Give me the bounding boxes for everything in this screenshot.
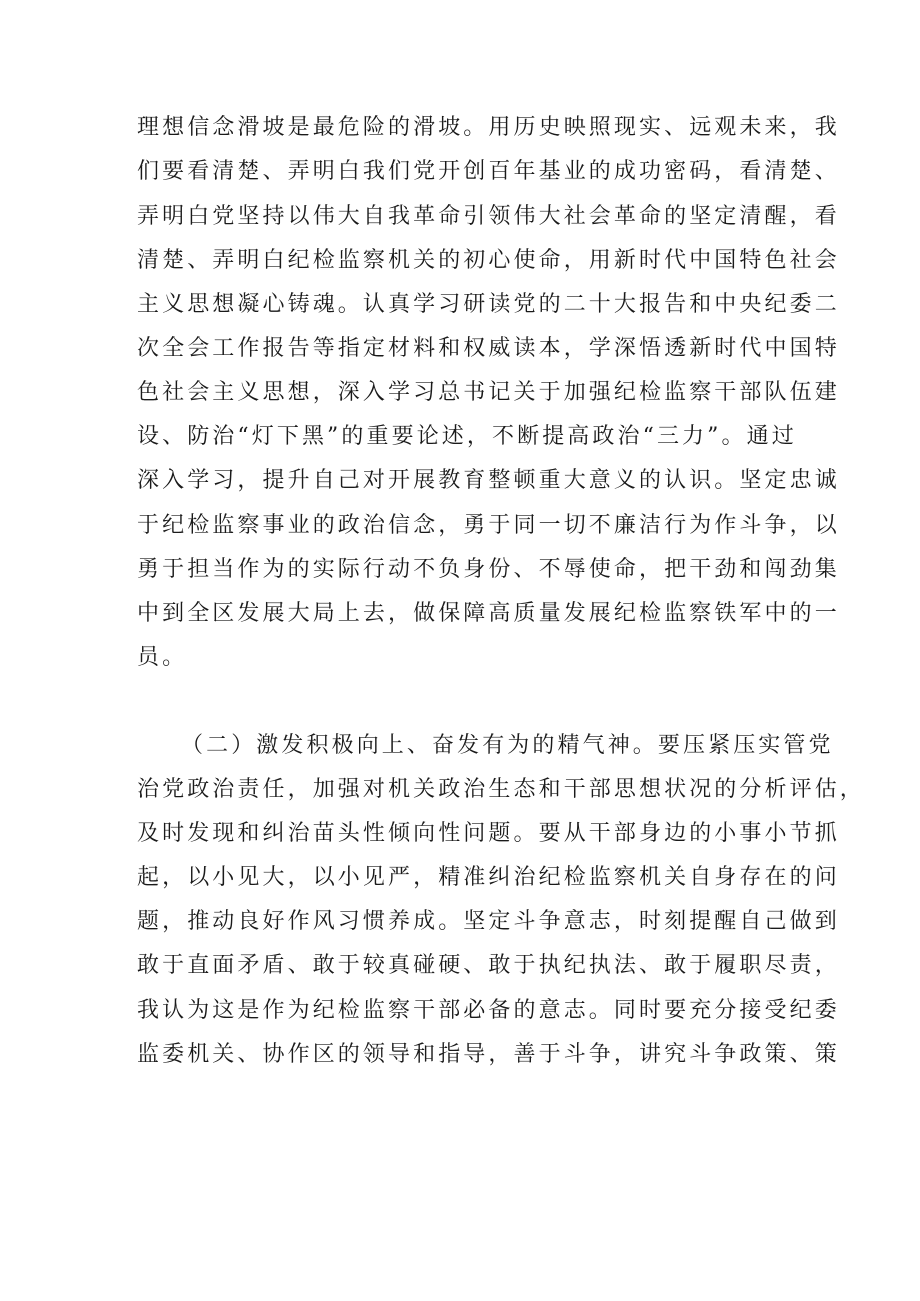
paragraph-line: 监委机关、协作区的领导和指导，善于斗争，讲究斗争政策、策: [137, 1042, 840, 1067]
paragraph-line: 敢于直面矛盾、敢于较真碰硬、敢于执纪执法、敢于履职尽责，: [137, 953, 840, 978]
paragraph-line: 于纪检监察事业的政治信念，勇于同一切不廉洁行为作斗争，以: [137, 513, 840, 538]
paragraph-line: 深入学习，提升自己对开展教育整顿重大意义的认识。坚定忠诚: [137, 468, 840, 493]
paragraph-line: 中到全区发展大局上去，做保障高质量发展纪检监察铁军中的一: [137, 601, 840, 626]
paragraph-line: 员。: [137, 645, 188, 670]
paragraph-line: 勇于担当作为的实际行动不负身份、不辱使命，把干劲和闯劲集: [137, 557, 840, 582]
paragraph-line: 清楚、弄明白纪检监察机关的初心使命，用新时代中国特色社会: [137, 248, 840, 273]
paragraph-line: 我认为这是作为纪检监察干部必备的意志。同时要充分接受纪委: [137, 998, 840, 1023]
paragraph-line: 题，推动良好作风习惯养成。坚定斗争意志，时刻提醒自己做到: [137, 909, 840, 934]
paragraph-line: 设、防治“灯下黑”的重要论述，不断提高政治“三力”。通过: [137, 424, 797, 449]
paragraph-line: 次全会工作报告等指定材料和权威读本，学深悟透新时代中国特: [137, 336, 840, 361]
paragraph-line: 理想信念滑坡是最危险的滑坡。用历史映照现实、远观未来，我: [137, 115, 840, 140]
paragraph-line: 治党政治责任，加强对机关政治生态和干部思想状况的分析评估，: [137, 777, 865, 802]
paragraph-line: 及时发现和纠治苗头性倾向性问题。要从干部身边的小事小节抓: [137, 821, 840, 846]
paragraph-line: 弄明白党坚持以伟大自我革命引领伟大社会革命的坚定清醒，看: [137, 204, 840, 229]
section-heading-line: （二）激发积极向上、奋发有为的精气神。要压紧压实管党: [181, 733, 834, 758]
paragraph-line: 色社会主义思想，深入学习总书记关于加强纪检监察干部队伍建: [137, 380, 840, 405]
paragraph-line: 起，以小见大，以小见严，精准纠治纪检监察机关自身存在的问: [137, 865, 840, 890]
paragraph-line: 主义思想凝心铸魂。认真学习研读党的二十大报告和中央纪委二: [137, 292, 840, 317]
paragraph-line: 们要看清楚、弄明白我们党开创百年基业的成功密码，看清楚、: [137, 159, 840, 184]
